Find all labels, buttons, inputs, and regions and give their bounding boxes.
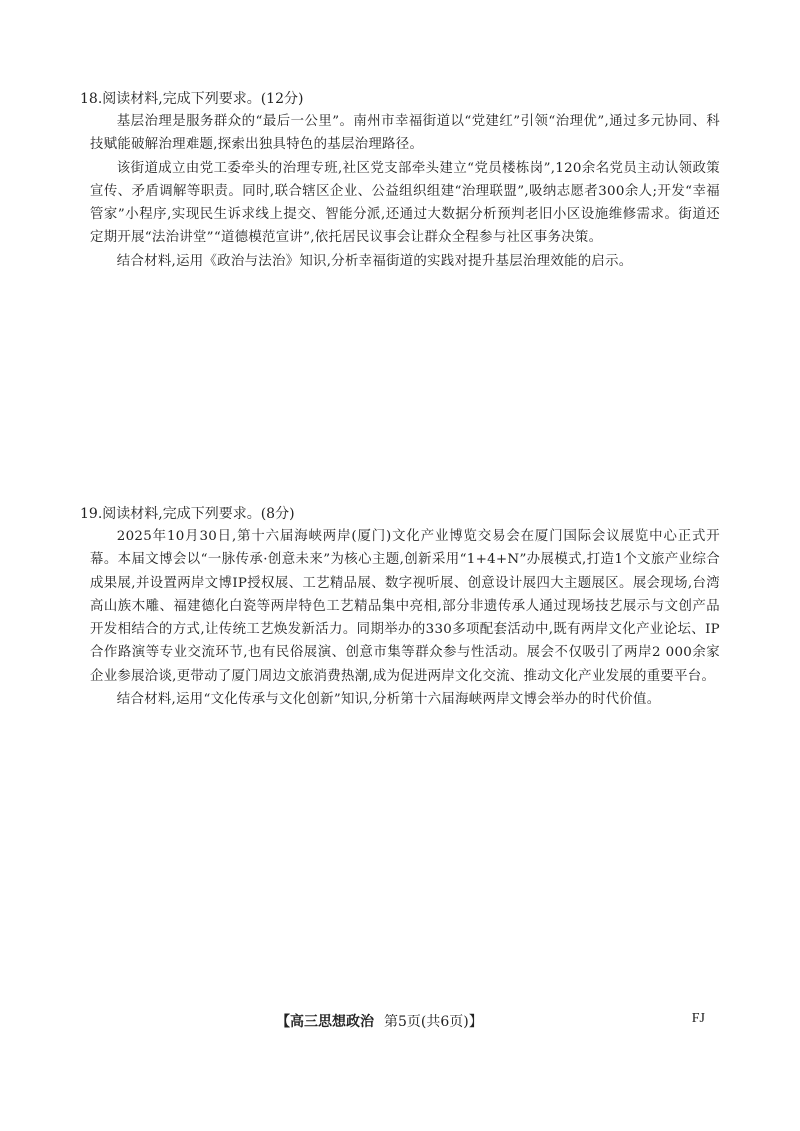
question-18-material xyxy=(80,110,720,273)
footer-page-number: 第5页(共6页)】 xyxy=(384,1014,483,1030)
question-19 xyxy=(80,503,720,711)
footer-region-code: FJ xyxy=(691,1011,705,1026)
question-19-paragraph-1: 2025年10月30日,第十六届海峡两岸(厦门)文化产业博览交易会在厦门国际会议展览中心正式开幕。本届文博会以“一脉传承·创意未来”为核心主题,创新采用“1+4+N”办展模式,打造1个文旅产业综合成果展,并设置两岸文博IP授权展、工艺精品展、数字视听展、创意设计展四大主题展区。展会现场,台湾高山族木雕、福建德化白瓷等两岸特色工艺精品集中亮相,部分非遗传承人通过现场技艺展示与文创产品开发相结合的方式,让传统工艺焕发新活力。同期举办的330多项配套活动中,既有两岸文化产业论坛、IP合作路演等专业交流环节,也有民俗展演、创意市集等群众参与性活动。展会不仅吸引了两岸2 000余家企业参展洽谈,更带动了厦门周边文旅消费热潮,成为促进两岸文化交流、推动文化产业发展的重要平台。 xyxy=(90,529,720,684)
question-18-title: 18.阅读材料,完成下列要求。(12分) xyxy=(80,91,304,107)
footer-subject: 【高三思想政治 xyxy=(276,1014,374,1030)
question-18-paragraph-2: 该街道成立由党工委牵头的治理专班,社区党支部牵头建立“党员楼栋岗”,120余名党员主动认领政策宣传、矛盾调解等职责。同时,联合辖区企业、公益组织组建“治理联盟”,吸纳志愿者300余人;开发“幸福管家”小程序,实现民生诉求线上提交、智能分派,还通过大数据分析预判老旧小区设施维修需求。街道还定期开展“法治讲堂”“道德模范宣讲”,依托居民议事会让群众全程参与社区事务决策。 xyxy=(90,160,720,246)
question-18 xyxy=(80,88,720,273)
question-19-title: 19.阅读材料,完成下列要求。(8分) xyxy=(80,506,295,522)
question-18-prompt: 结合材料,运用《政治与法治》知识,分析幸福街道的实践对提升基层治理效能的启示。 xyxy=(116,253,633,269)
page-footer xyxy=(0,1011,800,1035)
footer-page-info xyxy=(276,1011,483,1031)
question-19-material xyxy=(80,525,720,711)
question-18-paragraph-1: 基层治理是服务群众的“最后一公里”。南州市幸福街道以“党建红”引领“治理优”,通过多元协同、科技赋能破解治理难题,探索出独具特色的基层治理路径。 xyxy=(90,114,720,153)
question-19-prompt: 结合材料,运用“文化传承与文化创新”知识,分析第十六届海峡两岸文博会举办的时代价值。 xyxy=(116,692,661,708)
